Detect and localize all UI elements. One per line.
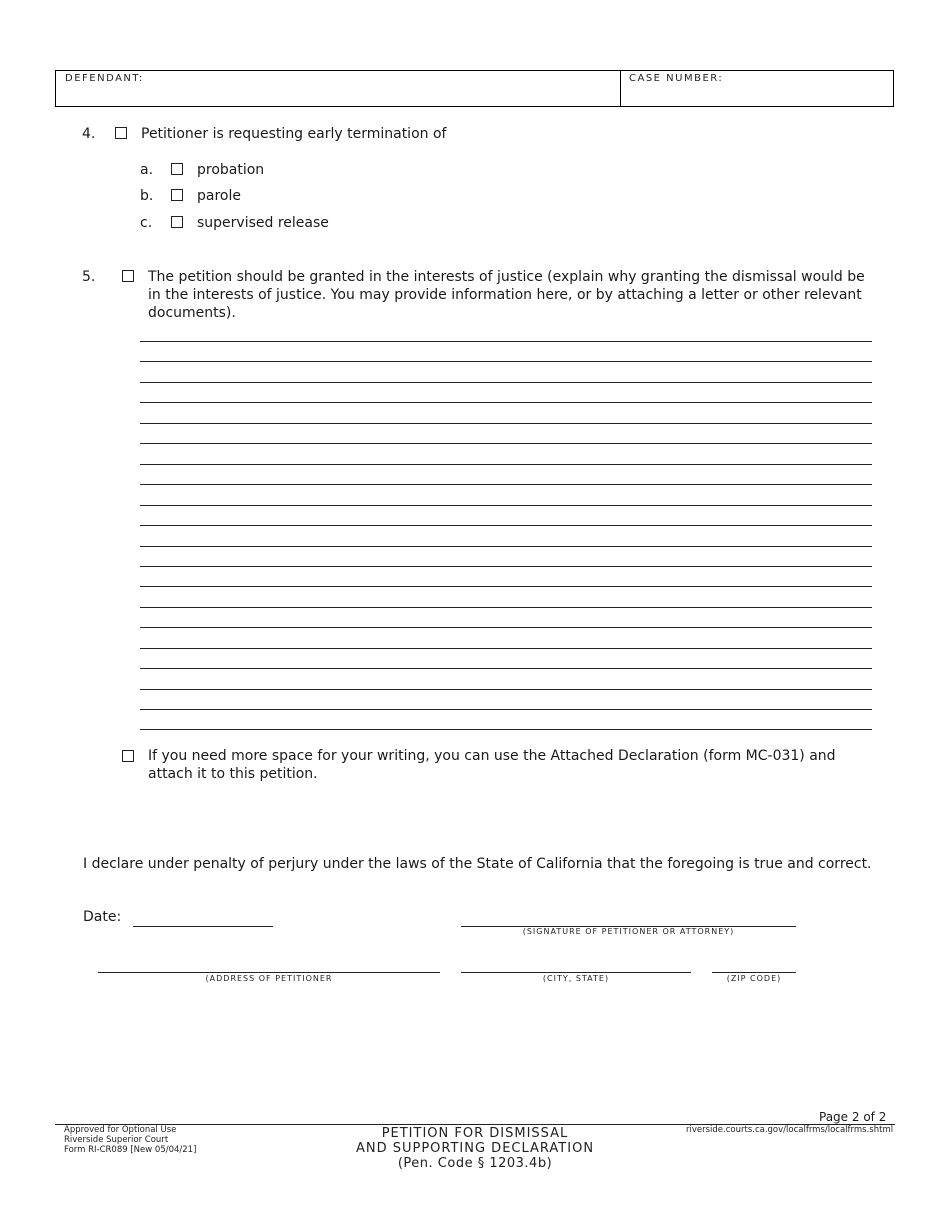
- item-4-checkbox[interactable]: [115, 127, 127, 139]
- item-5-number: 5.: [82, 269, 96, 285]
- supervised-release-label: supervised release: [197, 215, 329, 231]
- parole-checkbox[interactable]: [171, 189, 183, 201]
- writing-line: [140, 586, 872, 587]
- writing-line: [140, 484, 872, 485]
- page-number: Page 2 of 2: [819, 1110, 887, 1124]
- address-caption: (ADDRESS OF PETITIONER: [205, 974, 333, 983]
- explanation-writing-area[interactable]: [140, 341, 872, 731]
- writing-line: [140, 505, 872, 506]
- probation-checkbox[interactable]: [171, 163, 183, 175]
- form-title-line3: (Pen. Code § 1203.4b): [397, 1156, 553, 1171]
- extra-space-text: If you need more space for your writing, you can use the Attached Declaration (form MC-031) and attach it to this petition.: [148, 748, 836, 782]
- form-title: [325, 1126, 625, 1171]
- writing-line: [140, 546, 872, 547]
- zip-code-line[interactable]: [712, 972, 796, 973]
- extra-space-checkbox[interactable]: [122, 750, 134, 762]
- signature-caption: (SIGNATURE OF PETITIONER OR ATTORNEY): [522, 927, 735, 936]
- zip-code-caption: (ZIP CODE): [726, 974, 782, 983]
- item-4c-letter: c.: [140, 215, 153, 231]
- writing-line: [140, 729, 872, 730]
- approved-text: Approved for Optional Use: [64, 1125, 177, 1135]
- city-state-caption: (CITY, STATE): [542, 974, 610, 983]
- probation-label: probation: [197, 162, 265, 178]
- parole-label: parole: [197, 188, 241, 204]
- defendant-field[interactable]: [140, 86, 610, 104]
- writing-line: [140, 627, 872, 628]
- form-title-line1: PETITION FOR DISMISSAL: [381, 1126, 569, 1141]
- item-5-checkbox[interactable]: [122, 270, 134, 282]
- writing-line: [140, 566, 872, 567]
- case-number-label: CASE NUMBER:: [629, 73, 724, 84]
- writing-line: [140, 668, 872, 669]
- date-line[interactable]: [133, 926, 273, 927]
- writing-line: [140, 689, 872, 690]
- perjury-declaration: I declare under penalty of perjury under the laws of the State of California that the foregoing is true and correct.: [83, 856, 872, 872]
- writing-line: [140, 607, 872, 608]
- city-state-line[interactable]: [461, 972, 691, 973]
- writing-line: [140, 361, 872, 362]
- form-title-line2: AND SUPPORTING DECLARATION: [355, 1141, 595, 1156]
- writing-line: [140, 525, 872, 526]
- writing-line: [140, 423, 872, 424]
- address-line[interactable]: [98, 972, 440, 973]
- writing-line: [140, 648, 872, 649]
- writing-line: [140, 402, 872, 403]
- footer-left-block: [64, 1125, 196, 1155]
- writing-line: [140, 382, 872, 383]
- writing-line: [140, 341, 872, 342]
- item-5-text: The petition should be granted in the interests of justice (explain why granting the dismissal would be in the interests of justice. You may provide information here, or by attaching a letter or other relevant documents).: [148, 269, 865, 321]
- item-4-text: Petitioner is requesting early termination of: [141, 126, 447, 142]
- court-name: Riverside Superior Court: [64, 1135, 169, 1145]
- defendant-label: DEFENDANT:: [65, 73, 144, 84]
- form-id: Form RI-CR089 [New 05/04/21]: [64, 1145, 197, 1155]
- court-url[interactable]: riverside.courts.ca.gov/localfrms/localfrms.shtml: [686, 1125, 894, 1135]
- item-4b-letter: b.: [140, 188, 154, 204]
- writing-line: [140, 709, 872, 710]
- item-4-number: 4.: [82, 126, 96, 142]
- case-number-field[interactable]: [700, 86, 885, 104]
- header-divider: [620, 71, 621, 106]
- writing-line: [140, 443, 872, 444]
- supervised-release-checkbox[interactable]: [171, 216, 183, 228]
- item-4a-letter: a.: [140, 162, 154, 178]
- date-label: Date:: [83, 909, 122, 925]
- writing-line: [140, 464, 872, 465]
